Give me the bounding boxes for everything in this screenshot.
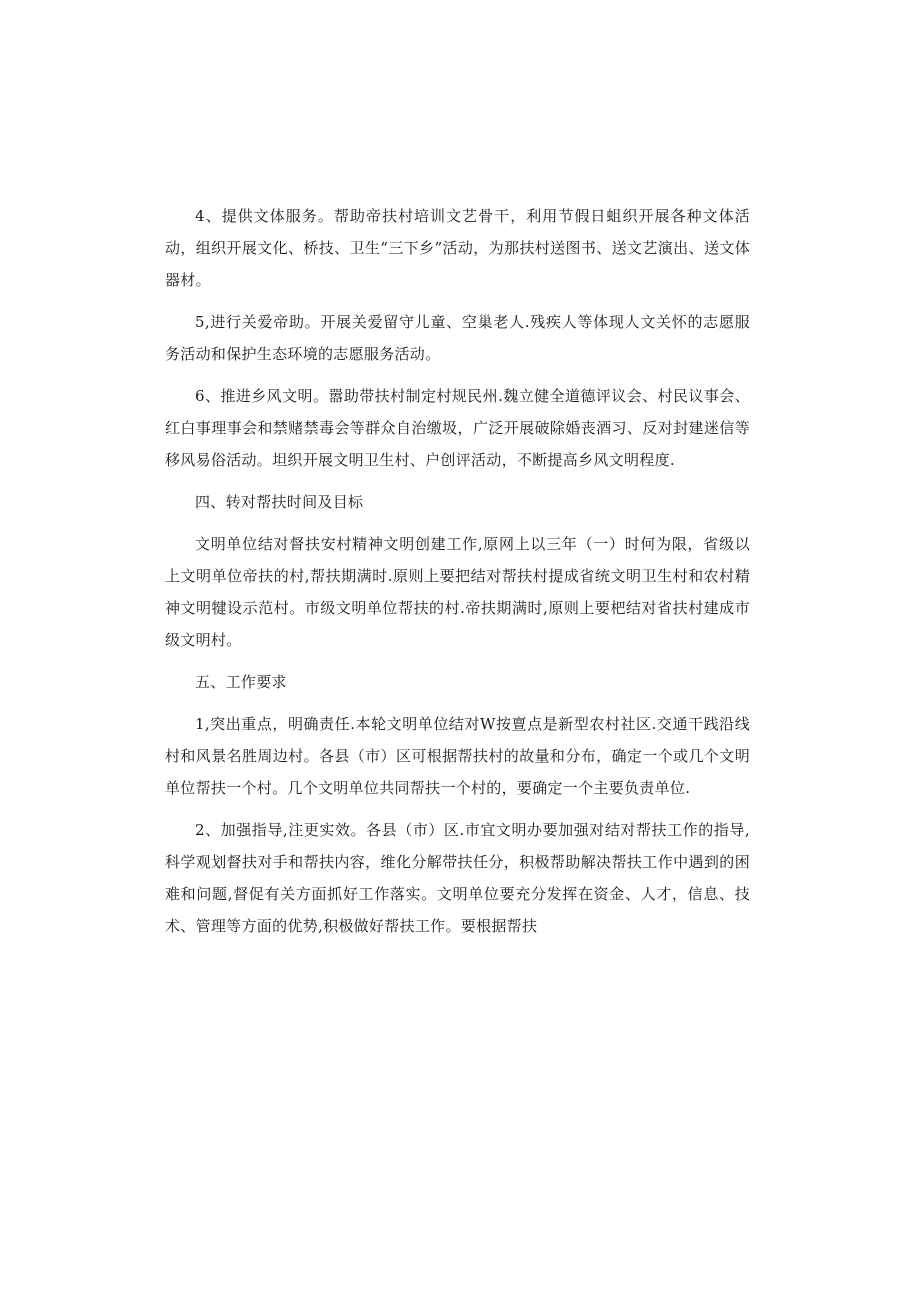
paragraph-care-assistance: 5,进行关爱帝助。开展关爱留守儿童、空巢老人.残疾人等体现人文关怀的志愿服务活动和保护生态环境的志愿服务活动。 (165, 313, 750, 363)
document-body (165, 200, 750, 952)
section-heading-time-goals: 四、转对帮扶时间及目标 (195, 493, 364, 511)
paragraph-rural-civilization: 6、推进乡风文明。嚣助带扶村制定村规民州.魏立健全道德评议会、村民议事会、红白事理事会和禁赌禁毒会等群众自治缴圾，广泛开展破除婚丧酒习、反对封建迷信等移风易俗活动。坦织开展文明卫生村、户创评活动，不断提高乡风文明程度. (165, 387, 750, 469)
paragraph-time-goals: 文明单位结对督扶安村精神文明创建工作,原网上以三年（一）时何为限，省级以上文明单位帝扶的村,帮扶期满时.原则上要把结对帮扶村提成省统文明卫生村和农村精神文明犍设示范村。市级文明单位帮扶的村.帝扶期满时,原则上要杷结对省扶村建成市级文明村。 (165, 535, 750, 649)
section-heading-work-requirements: 五、工作要求 (195, 673, 287, 691)
paragraph-cultural-services: 4、提供文体服务。帮助帝扶村培训文艺骨干，利用节假日蛆织开展各种文体活动，组织开展文化、桥技、卫生“三下乡”活动，为那扶村送图书、送文艺演出、送文体器材。 (165, 207, 750, 289)
paragraph-focus-responsibility: 1,突出重点，明确责任.本轮文明单位结对W按亶点是新型农村社区.交通干践沿线村和风景名胜周边村。各县（市）区可根据帮扶村的故量和分布，确定一个或几个文明单位帮扶一个村。几个文明单位共同帮扶一个村的，要确定一个主要负责单位. (165, 715, 750, 797)
paragraph-guidance-effectiveness: 2、加强指导,注更实效。各县（市）区.市宜文明办要加强对结对帮扶工作的指导,科学观划督扶对手和帮扶内容，维化分解带扶任分，积极帮助解决帮扶工作中遇到的困难和问题,督促有关方面抓好工作落实。文明单位要充分发挥在资金、人才，信息、技术、管理等方面的优势,积极做好帮扶工作。要根据帮扶 (165, 821, 750, 935)
